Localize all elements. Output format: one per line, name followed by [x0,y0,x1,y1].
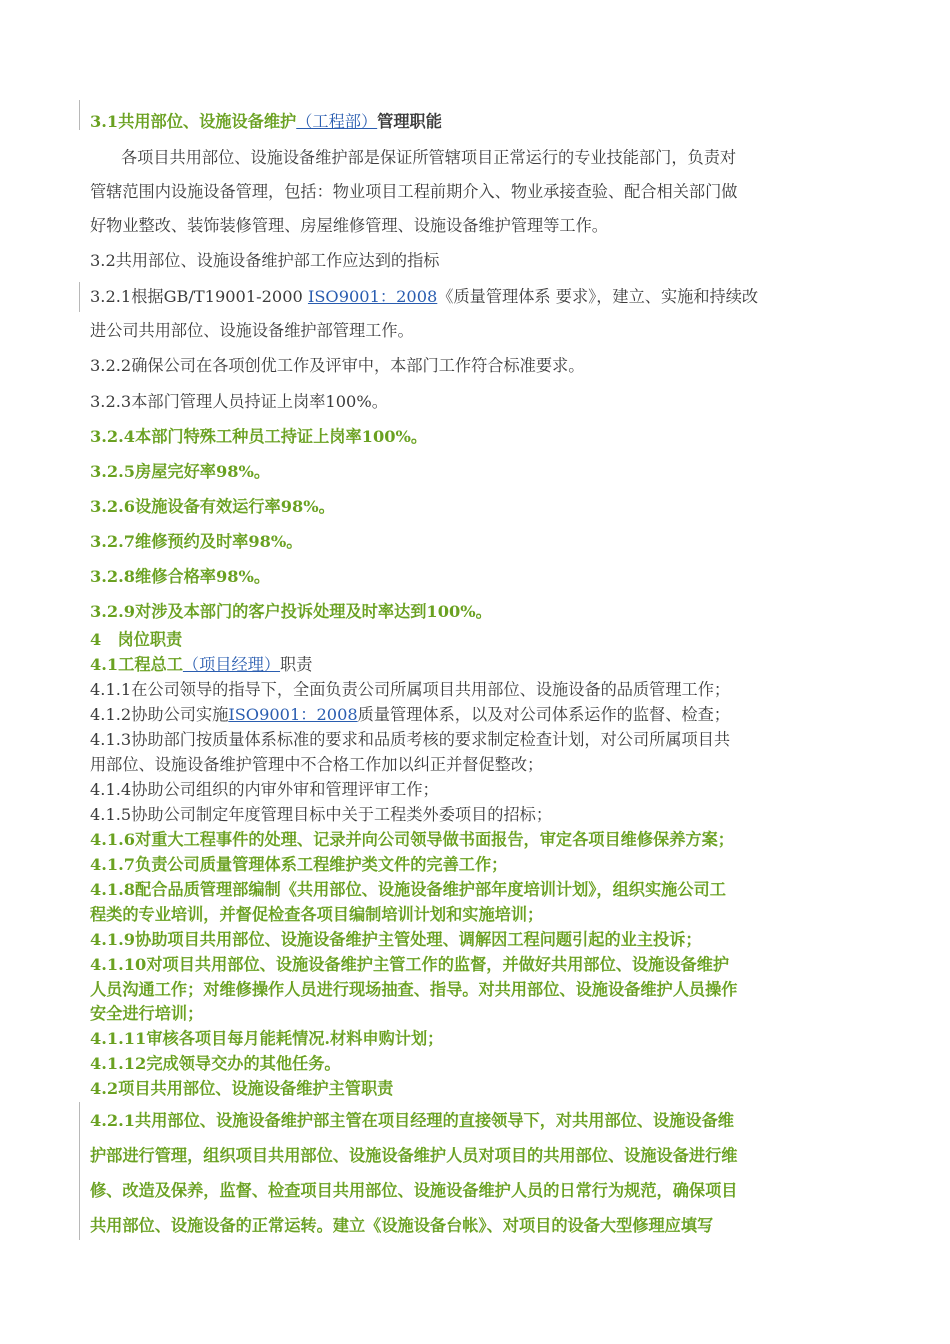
paragraph-line: 管辖范围内设施设备管理，包括：物业项目工程前期介入、物业承接查验、配合相关部门做 [90,182,738,201]
item-3-2-3: 3.2.3本部门管理人员持证上岗率100%。 [90,392,388,411]
item-4-1-1: 4.1.1在公司领导的指导下，全面负责公司所属项目共用部位、设施设备的品质管理工作； [90,680,731,699]
item-4-1-10: 4.1.10对项目共用部位、设施设备维护主管工作的监督，并做好共用部位、设施设备维护 [90,955,730,974]
item-4-1-11: 4.1.11审核各项目每月能耗情况.材料申购计划； [90,1029,444,1048]
heading-4-2: 4.2项目共用部位、设施设备维护主管职责 [90,1079,394,1098]
paragraph-line: 修、改造及保养，监督、检查项目共用部位、设施设备维护人员的日常行为规范，确保项目 [90,1181,738,1200]
revision-bar [79,1102,80,1240]
item-3-2-5: 3.2.5房屋完好率98%。 [90,462,271,481]
item-3-2-8: 3.2.8维修合格率98%。 [90,567,271,586]
item-3-2-2: 3.2.2确保公司在各项创优工作及评审中，本部门工作符合标准要求。 [90,356,585,375]
item-4-1-8: 4.1.8配合品质管理部编制《共用部位、设施设备维护部年度培训计划》，组织实施公司工 [90,880,726,899]
item-4-2-1: 4.2.1共用部位、设施设备维护部主管在项目经理的直接领导下，对共用部位、设施设备维 [90,1111,734,1130]
revision-bar [79,282,80,312]
paragraph-line: 好物业整改、装饰装修管理、房屋维修管理、设施设备维护管理等工作。 [90,216,608,235]
item-3-2-9: 3.2.9对涉及本部门的客户投诉处理及时率达到100%。 [90,602,492,621]
paragraph-line: 护部进行管理，组织项目共用部位、设施设备维护人员对项目的共用部位、设施设备进行维 [90,1146,738,1165]
paragraph-line: 共用部位、设施设备的正常运转。建立《设施设备台帐》、对项目的设备大型修理应填写 [90,1216,714,1235]
item-3-2-4: 3.2.4本部门特殊工种员工持证上岗率100%。 [90,427,428,446]
heading-3-2: 3.2共用部位、设施设备维护部工作应达到的指标 [90,251,440,270]
heading-3-1: 3.1共用部位、设施设备维护（工程部）管理职能 [90,112,442,131]
link-project-manager[interactable]: （项目经理） [182,655,281,674]
revision-bar [79,100,80,130]
heading-4-1: 4.1工程总工（项目经理）职责 [90,655,313,674]
link-iso9001-2[interactable]: ISO9001：2008 [228,705,358,724]
paragraph-line: 用部位、设施设备维护管理中不合格工作加以纠正并督促整改； [90,755,544,774]
item-3-2-1: 3.2.1根据GB/T19001-2000 ISO9001：2008《质量管理体系 要求》，建立、实施和持续改 [90,287,759,306]
item-4-1-3: 4.1.3协助部门按质量体系标准的要求和品质考核的要求制定检查计划，对公司所属项目共 [90,730,731,749]
item-3-2-7: 3.2.7维修预约及时率98%。 [90,532,303,551]
paragraph-line: 程类的专业培训，并督促检查各项目编制培训计划和实施培训； [90,905,544,924]
heading-4: 4 岗位职责 [90,630,183,649]
item-4-1-6: 4.1.6对重大工程事件的处理、记录并向公司领导做书面报告，审定各项目维修保养方案； [90,830,734,849]
paragraph-line: 人员沟通工作；对维修操作人员进行现场抽查、指导。对共用部位、设施设备维护人员操作 [90,980,738,999]
item-4-1-2: 4.1.2协助公司实施ISO9001：2008质量管理体系，以及对公司体系运作的监督、检查； [90,705,730,724]
link-iso9001[interactable]: ISO9001：2008 [307,287,438,306]
link-engineering-dept[interactable]: （工程部） [296,112,378,131]
item-4-1-5: 4.1.5协助公司制定年度管理目标中关于工程类外委项目的招标； [90,805,553,824]
item-3-2-6: 3.2.6设施设备有效运行率98%。 [90,497,335,516]
paragraph-line: 安全进行培训； [90,1004,204,1023]
item-4-1-4: 4.1.4协助公司组织的内审外审和管理评审工作； [90,780,439,799]
paragraph-line: 进公司共用部位、设施设备维护部管理工作。 [90,321,414,340]
item-4-1-9: 4.1.9协助项目共用部位、设施设备维护主管处理、调解因工程问题引起的业主投诉； [90,930,702,949]
item-4-1-12: 4.1.12完成领导交办的其他任务。 [90,1054,341,1073]
item-4-1-7: 4.1.7负责公司质量管理体系工程维护类文件的完善工作； [90,855,508,874]
paragraph-line: 各项目共用部位、设施设备维护部是保证所管辖项目正常运行的专业技能部门，负责对 [121,148,737,167]
